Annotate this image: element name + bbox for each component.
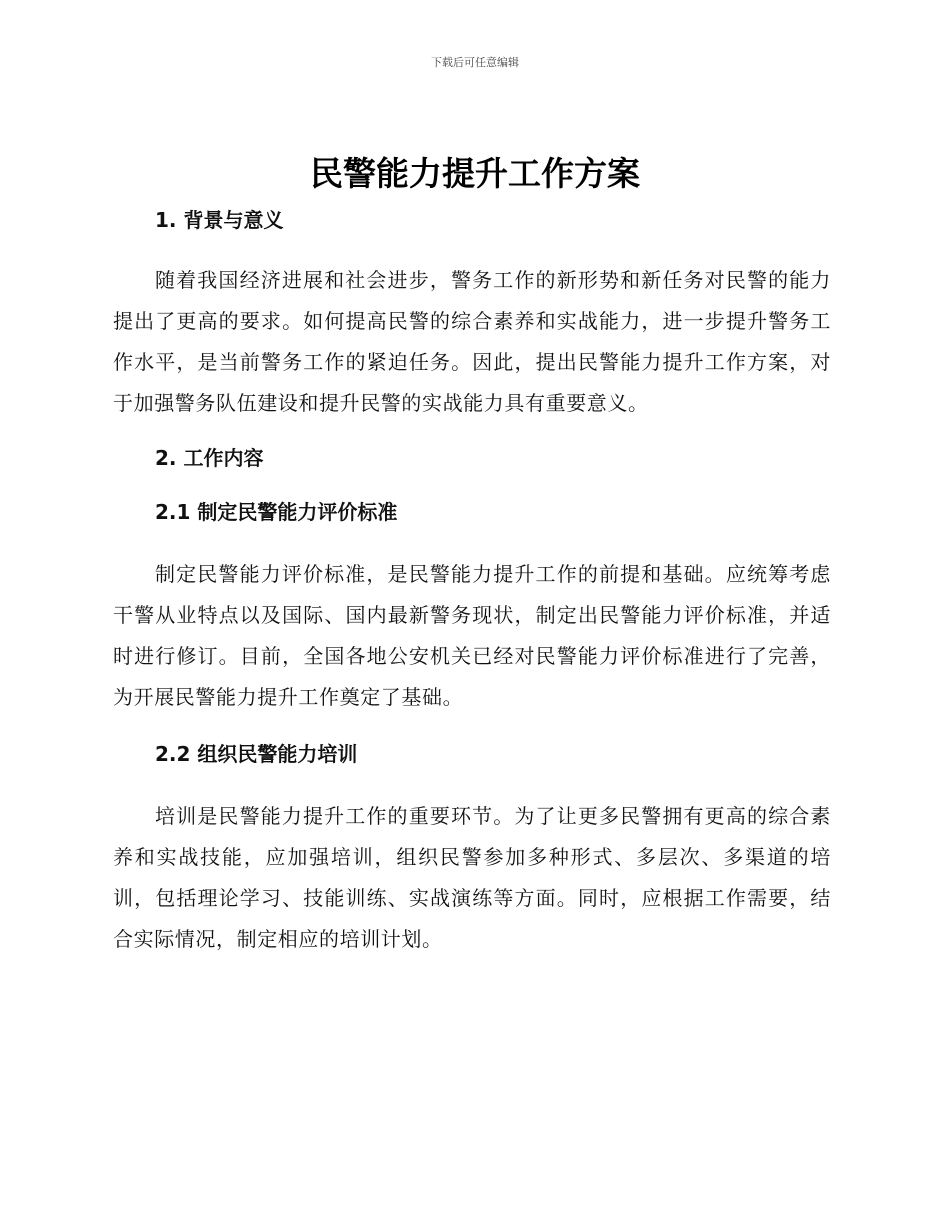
section-heading-background: 1. 背景与意义	[155, 208, 284, 232]
section-heading-training: 2.2 组织民警能力培训	[155, 742, 358, 766]
section-heading-work-content: 2. 工作内容	[155, 446, 264, 470]
header-note: 下载后可任意编辑	[431, 56, 519, 69]
section-heading-evaluation-standard: 2.1 制定民警能力评价标准	[155, 500, 398, 524]
paragraph-training: 培训是民警能力提升工作的重要环节。为了让更多民警拥有更高的综合素养和实战技能，应加强培训，组织民警参加多种形式、多层次、多渠道的培训，包括理论学习、技能训练、实战演练等方面。同时，应根据工作需要，结合实际情况，制定相应的培训计划。	[113, 804, 831, 951]
document-body	[113, 200, 831, 960]
paragraph-background: 随着我国经济进展和社会进步，警务工作的新形势和新任务对民警的能力提出了更高的要求。如何提高民警的综合素养和实战能力，进一步提升警务工作水平，是当前警务工作的紧迫任务。因此，提出民警能力提升工作方案，对于加强警务队伍建设和提升民警的实战能力具有重要意义。	[113, 268, 831, 415]
page-title: 民警能力提升工作方案	[310, 154, 640, 193]
paragraph-evaluation-standard: 制定民警能力评价标准，是民警能力提升工作的前提和基础。应统筹考虑干警从业特点以及国际、国内最新警务现状，制定出民警能力评价标准，并适时进行修订。目前，全国各地公安机关已经对民警能力评价标准进行了完善，为开展民警能力提升工作奠定了基础。	[113, 562, 831, 709]
